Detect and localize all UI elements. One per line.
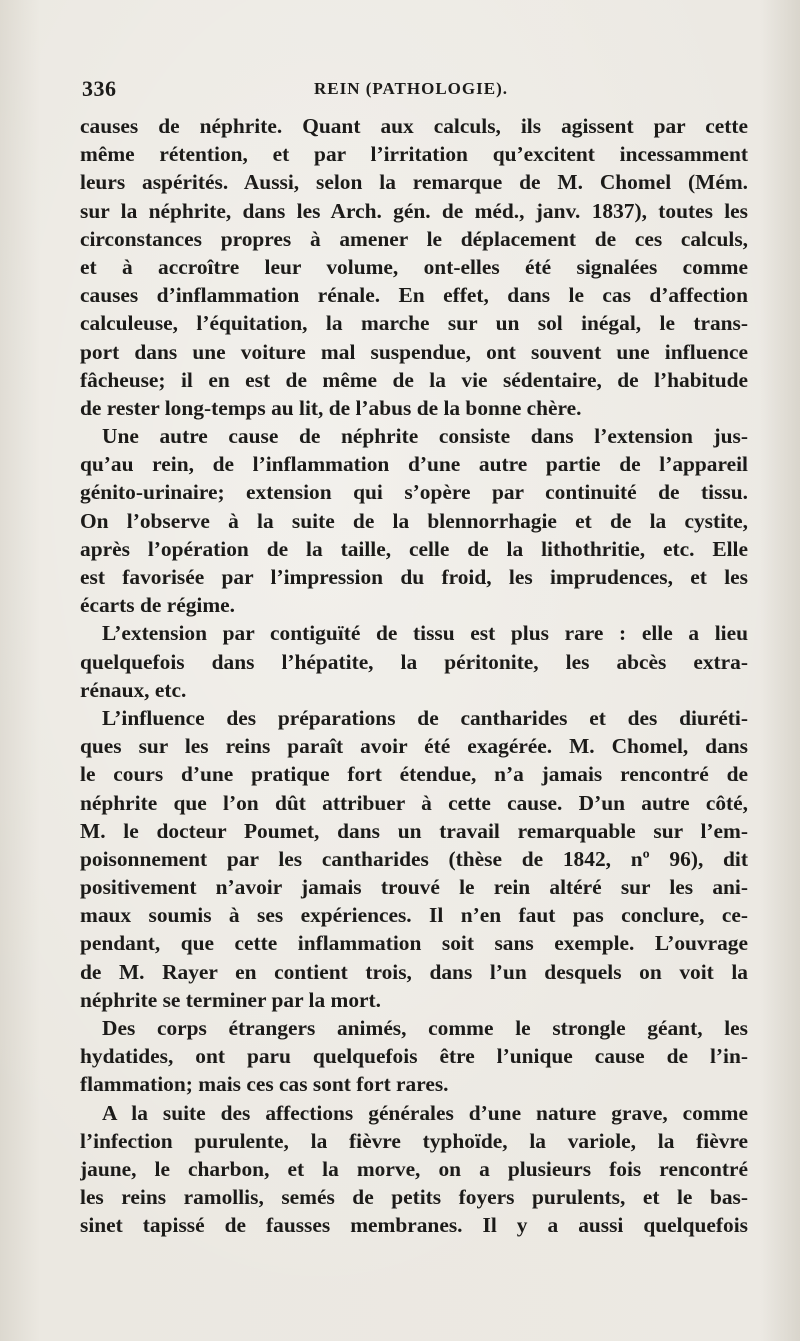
text-line: Une autre cause de néphrite consiste dans l’extension jus-: [102, 424, 748, 449]
text-line: et à accroître leur volume, ont-elles été signalées comme: [80, 254, 748, 279]
text-line: rénaux, etc.: [80, 677, 187, 702]
body-text: [80, 112, 748, 1240]
text-line: l’infection purulente, la fièvre typhoïde, la variole, la fièvre: [80, 1128, 748, 1153]
text-line: flammation; mais ces cas sont fort rares.: [80, 1072, 449, 1097]
text-line: génito-urinaire; extension qui s’opère par continuité de tissu.: [80, 480, 748, 505]
text-line: A la suite des affections générales d’une nature grave, comme: [102, 1100, 748, 1125]
text-line: jaune, le charbon, et la morve, on a plusieurs fois rencontré: [80, 1156, 748, 1181]
text-line: L’influence des préparations de cantharides et des diuréti-: [102, 705, 748, 730]
text-line: de rester long-temps au lit, de l’abus de la bonne chère.: [80, 395, 582, 420]
text-line: pendant, que cette inflammation soit sans exemple. L’ouvrage: [80, 931, 748, 956]
running-head: REIN (PATHOLOGIE).: [314, 79, 508, 98]
text-line: néphrite que l’on dût attribuer à cette cause. D’un autre côté,: [80, 790, 748, 815]
text-line: positivement n’avoir jamais trouvé le rein altéré sur les ani-: [80, 875, 748, 900]
text-line: fâcheuse; il en est de même de la vie sédentaire, de l’habitude: [80, 367, 748, 392]
text-line: le cours d’une pratique fort étendue, n’a jamais rencontré de: [80, 762, 748, 787]
text-line: leurs aspérités. Aussi, selon la remarque de M. Chomel (Mém.: [80, 170, 748, 195]
text-line: poisonnement par les cantharides (thèse de 1842, nº 96), dit: [80, 846, 748, 871]
page-number: 336: [82, 76, 117, 101]
text-line: causes de néphrite. Quant aux calculs, ils agissent par cette: [80, 114, 748, 138]
text-line: qu’au rein, de l’inflammation d’une autre partie de l’appareil: [80, 452, 748, 477]
text-line: maux soumis à ses expériences. Il n’en faut pas conclure, ce-: [80, 903, 748, 928]
text-line: ques sur les reins paraît avoir été exagérée. M. Chomel, dans: [80, 734, 748, 759]
text-line: hydatides, ont paru quelquefois être l’unique cause de l’in-: [80, 1044, 748, 1069]
text-line: les reins ramollis, semés de petits foyers purulents, et le bas-: [80, 1185, 748, 1210]
text-line: écarts de régime.: [80, 593, 235, 618]
text-line: circonstances propres à amener le déplacement de ces calculs,: [80, 226, 748, 251]
text-line: quelquefois dans l’hépatite, la péritonite, les abcès extra-: [80, 649, 748, 674]
text-line: sinet tapissé de fausses membranes. Il y a aussi quelquefois: [80, 1213, 748, 1238]
text-line: sur la néphrite, dans les Arch. gén. de méd., janv. 1837), toutes les: [80, 198, 748, 223]
text-line: On l’observe à la suite de la blennorrhagie et de la cystite,: [80, 508, 748, 533]
text-line: causes d’inflammation rénale. En effet, dans le cas d’affection: [80, 283, 748, 308]
text-line: néphrite se terminer par la mort.: [80, 987, 381, 1012]
text-line: de M. Rayer en contient trois, dans l’un desquels on voit la: [80, 959, 748, 984]
text-line: même rétention, et par l’irritation qu’excitent incessamment: [80, 142, 748, 167]
text-line: Des corps étrangers animés, comme le strongle géant, les: [102, 1016, 748, 1040]
text-line: L’extension par contiguïté de tissu est plus rare : elle a lieu: [102, 621, 748, 646]
text-line: M. le docteur Poumet, dans un travail remarquable sur l’em-: [80, 818, 748, 843]
text-line: après l’opération de la taille, celle de la lithothritie, etc. Elle: [80, 536, 748, 561]
page-header: [82, 76, 750, 106]
text-line: port dans une voiture mal suspendue, ont souvent une influence: [80, 339, 748, 364]
text-line: calculeuse, l’équitation, la marche sur un sol inégal, le trans-: [80, 311, 748, 336]
text-line: est favorisée par l’impression du froid, les imprudences, et les: [80, 565, 748, 589]
